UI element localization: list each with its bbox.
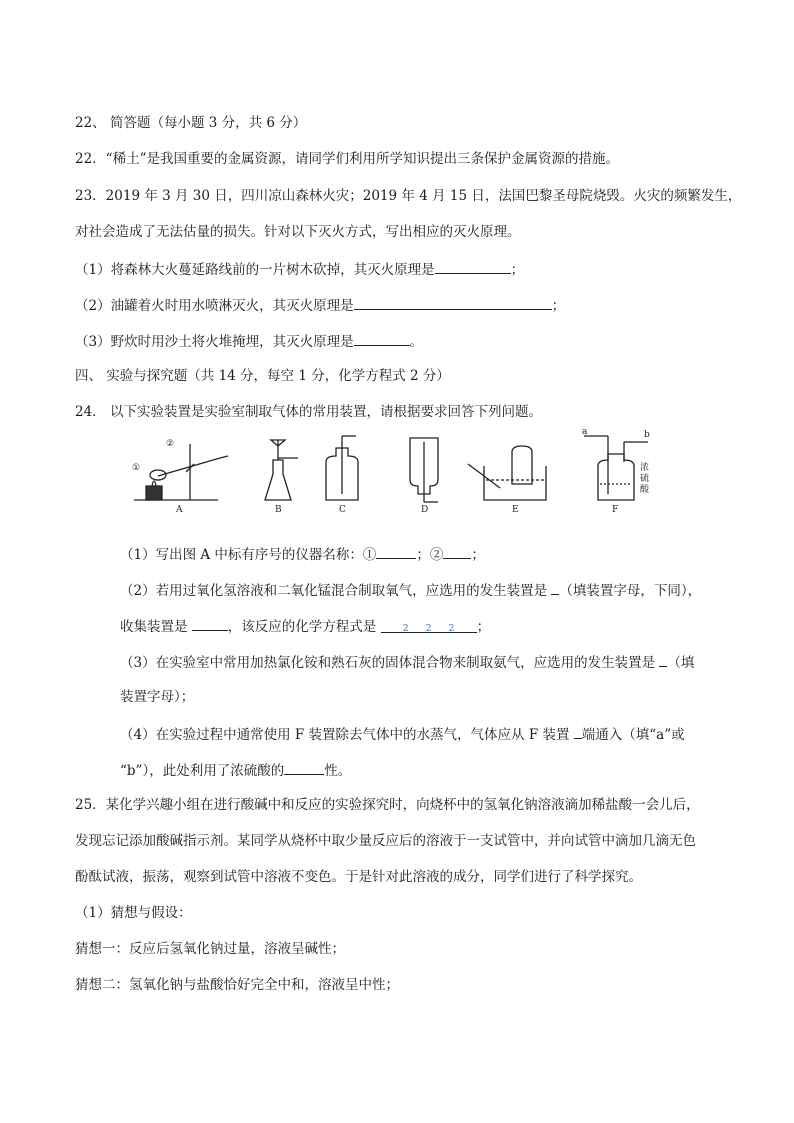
answer-blank[interactable]: [443, 544, 471, 559]
question-22: 22．“稀土”是我国重要的金属资源，请同学们利用所学知识提出三条保护金属资源的措施。: [75, 151, 619, 167]
port-a: a: [582, 428, 588, 437]
question-25-line-2: 发现忘记添加酸碱指示剂。某同学从烧杯中取少量反应后的溶液于一支试管中，并向试管中滴加几滴无色: [75, 833, 696, 849]
apparatus-d: [410, 438, 438, 502]
answer-blank[interactable]: [192, 616, 228, 631]
answer-blank[interactable]: [284, 760, 324, 775]
equation-mark: 2: [425, 624, 432, 634]
reagent-char-2: 硫: [640, 474, 650, 484]
question-25-part-1: （1）猜想与假设：: [75, 905, 192, 921]
apparatus-a: [134, 444, 228, 500]
reagent-char-3: 酸: [640, 485, 650, 495]
section-4-heading: 四、 实验与探究题（共 14 分，每空 1 分，化学方程式 2 分）: [75, 368, 450, 384]
equation-mark: 2: [448, 624, 455, 634]
guess-1: 猜想一：反应后氢氧化钠过量，溶液呈碱性；: [75, 941, 345, 957]
question-23-part-3: （3）野炊时用沙土将火堆掩埋，其灭火原理是 。: [75, 331, 423, 351]
apparatus-c: [326, 436, 358, 500]
section-5-heading: 22、 简答题（每小题 3 分，共 6 分）: [75, 115, 307, 131]
answer-blank[interactable]: [574, 724, 582, 739]
question-23-part-2: （2）油罐着火时用水喷淋灭火，其灭火原理是 ；: [75, 295, 565, 315]
answer-blank[interactable]: [376, 544, 416, 559]
reagent-char-1: 浓: [640, 463, 650, 473]
question-24: 24． 以下实验装置是实验室制取气体的常用装置，请根据要求回答下列问题。: [75, 404, 542, 420]
equation-mark: 2: [402, 624, 409, 634]
question-23-line-2: 对社会造成了无法估量的损失。针对以下灭火方式，写出相应的灭火原理。: [75, 224, 521, 240]
question-24-part-3-line-2: 装置字母）；: [120, 689, 195, 705]
answer-blank[interactable]: [435, 259, 511, 274]
marker-2: ②: [166, 439, 175, 449]
port-b: b: [644, 430, 650, 440]
answer-blank[interactable]: [354, 331, 410, 346]
figure-label-a: A: [176, 505, 183, 514]
figure-label-b: B: [275, 505, 282, 514]
figure-label-c: C: [339, 505, 346, 514]
question-24-part-2-line-2: 收集装置是 ，该反应的化学方程式是 2 2 2 ；: [120, 616, 490, 636]
answer-blank[interactable]: [354, 295, 552, 310]
question-24-part-4-line-1: （4）在实验过程中通常使用 F 装置除去气体中的水蒸气，气体应从 F 装置 端通入（填“a”或: [120, 724, 685, 744]
apparatus-f: [584, 436, 648, 500]
figure-label-e: E: [512, 505, 519, 514]
question-25-line-1: 25．某化学兴趣小组在进行酸碱中和反应的实验探究时，向烧杯中的氢氧化钠溶液滴加稀盐酸一会儿后，: [75, 797, 700, 813]
question-24-part-2-line-1: （2）若用过氧化氢溶液和二氧化锰混合制取氧气，应选用的发生装置是 （填装置字母，下同），: [120, 580, 701, 600]
question-23-part-1: （1）将森林大火蔓延路线前的一片树木砍掉，其灭火原理是 ；: [75, 259, 524, 279]
figure-label-f: F: [612, 505, 619, 514]
equation-blank[interactable]: [381, 618, 477, 633]
figure-label-d: D: [421, 505, 429, 514]
question-23-line-1: 23．2019 年 3 月 30 日，四川凉山森林火灾；2019 年 4 月 15 日，法国巴黎圣母院烧毁。火灾的频繁发生，: [75, 188, 742, 204]
marker-1: ①: [132, 463, 141, 473]
apparatus-e: [468, 446, 546, 500]
question-24-part-1: （1）写出图 A 中标有序号的仪器名称：① ；② ；: [120, 544, 485, 564]
question-25-line-3: 酚酞试液，振荡，观察到试管中溶液不变色。于是针对此溶液的成分，同学们进行了科学探究。: [75, 869, 642, 885]
apparatus-figure: [128, 428, 668, 514]
guess-2: 猜想二：氢氧化钠与盐酸恰好完全中和，溶液呈中性；: [75, 977, 399, 993]
question-24-part-4-line-2: “b”），此处利用了浓硫酸的 性。: [120, 760, 351, 780]
apparatus-b: [265, 440, 298, 500]
question-24-part-3-line-1: （3）在实验室中常用加热氯化铵和熟石灰的固体混合物来制取氨气，应选用的发生装置是 （填: [120, 652, 694, 672]
